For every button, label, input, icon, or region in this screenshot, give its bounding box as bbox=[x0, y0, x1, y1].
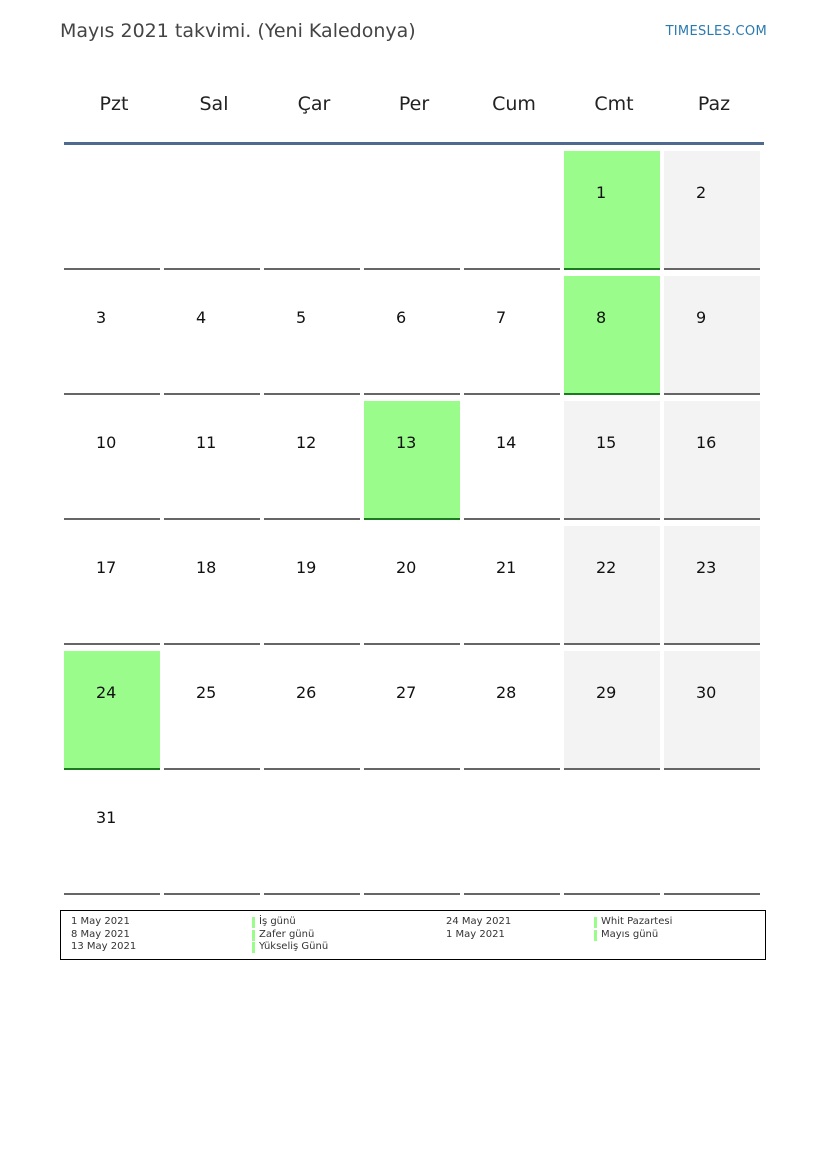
day-cell bbox=[164, 270, 260, 395]
day-cell bbox=[264, 520, 360, 645]
day-cell-background bbox=[664, 651, 760, 770]
day-number: 5 bbox=[296, 308, 307, 327]
day-cell bbox=[364, 395, 460, 520]
legend-date: 8 May 2021 bbox=[71, 928, 130, 940]
day-number: 10 bbox=[96, 433, 117, 452]
day-number: 4 bbox=[196, 308, 207, 327]
day-cell-background bbox=[164, 401, 260, 520]
legend-holiday-name: Whit Pazartesi bbox=[594, 916, 672, 929]
day-number: 20 bbox=[396, 558, 417, 577]
day-cell-background bbox=[564, 401, 660, 520]
empty-day-cell bbox=[564, 770, 660, 895]
day-cell-background bbox=[364, 276, 460, 395]
day-cell-background bbox=[64, 776, 160, 895]
day-cell-background bbox=[264, 151, 360, 270]
day-cell-background bbox=[564, 151, 660, 270]
legend-date: 13 May 2021 bbox=[71, 941, 137, 952]
day-cell-background bbox=[364, 151, 460, 270]
day-cell bbox=[264, 270, 360, 395]
holiday-legend bbox=[60, 910, 766, 960]
day-cell-background bbox=[464, 776, 560, 895]
day-number: 31 bbox=[96, 808, 117, 827]
day-cell bbox=[264, 645, 360, 770]
week-row bbox=[64, 270, 764, 395]
week-row bbox=[64, 395, 764, 520]
day-cell bbox=[564, 645, 660, 770]
day-cell bbox=[364, 645, 460, 770]
day-cell bbox=[464, 395, 560, 520]
day-cell bbox=[464, 520, 560, 645]
day-cell-background bbox=[464, 151, 560, 270]
day-cell-background bbox=[464, 651, 560, 770]
weekday-label: Cmt bbox=[594, 93, 634, 115]
week-row bbox=[64, 520, 764, 645]
empty-day-cell bbox=[364, 770, 460, 895]
day-cell-background bbox=[264, 526, 360, 645]
legend-dates-left bbox=[71, 916, 136, 954]
weekday-label: Pzt bbox=[99, 93, 129, 115]
empty-day-cell bbox=[364, 145, 460, 270]
weekday-header-row bbox=[64, 74, 764, 138]
week-row bbox=[64, 645, 764, 770]
day-cell-background bbox=[464, 526, 560, 645]
day-cell-background bbox=[464, 401, 560, 520]
day-cell bbox=[564, 395, 660, 520]
day-number: 21 bbox=[496, 558, 517, 577]
day-number: 1 bbox=[596, 183, 607, 202]
day-number: 23 bbox=[696, 558, 717, 577]
day-number: 16 bbox=[696, 433, 717, 452]
day-number: 28 bbox=[496, 683, 517, 702]
empty-day-cell bbox=[464, 770, 560, 895]
day-cell bbox=[164, 645, 260, 770]
legend-date: 24 May 2021 bbox=[446, 916, 512, 927]
empty-day-cell bbox=[664, 770, 760, 895]
legend-date: 1 May 2021 bbox=[71, 916, 130, 927]
day-cell bbox=[364, 520, 460, 645]
legend-holiday-name: Yükseliş Günü bbox=[252, 941, 328, 954]
legend-holiday-name: İş günü bbox=[252, 916, 328, 929]
day-cell-background bbox=[64, 651, 160, 770]
day-number: 22 bbox=[596, 558, 617, 577]
day-number: 27 bbox=[396, 683, 417, 702]
day-number: 8 bbox=[596, 308, 607, 327]
weekday-label: Per bbox=[398, 93, 430, 115]
day-cell bbox=[664, 520, 760, 645]
day-cell bbox=[164, 520, 260, 645]
legend-names-left bbox=[252, 916, 328, 954]
day-cell bbox=[64, 520, 160, 645]
weekday-label: Cum bbox=[492, 93, 536, 115]
day-cell-background bbox=[164, 651, 260, 770]
day-cell bbox=[264, 395, 360, 520]
day-cell-background bbox=[564, 651, 660, 770]
day-number: 18 bbox=[196, 558, 217, 577]
day-number: 2 bbox=[696, 183, 707, 202]
calendar-grid bbox=[64, 74, 764, 895]
day-cell-background bbox=[64, 276, 160, 395]
day-cell-background bbox=[64, 401, 160, 520]
day-cell bbox=[664, 645, 760, 770]
day-cell bbox=[564, 270, 660, 395]
day-number: 14 bbox=[496, 433, 517, 452]
day-cell bbox=[164, 395, 260, 520]
day-number: 19 bbox=[296, 558, 317, 577]
day-number: 29 bbox=[596, 683, 617, 702]
weeks-container bbox=[64, 145, 764, 895]
week-row bbox=[64, 145, 764, 270]
day-cell-background bbox=[364, 776, 460, 895]
day-cell-background bbox=[464, 276, 560, 395]
day-number: 15 bbox=[596, 433, 617, 452]
weekday-label: Çar bbox=[297, 93, 331, 115]
day-cell bbox=[364, 270, 460, 395]
legend-names-right bbox=[594, 916, 672, 941]
day-cell-background bbox=[564, 776, 660, 895]
day-number: 3 bbox=[96, 308, 107, 327]
day-cell bbox=[64, 395, 160, 520]
day-cell bbox=[664, 395, 760, 520]
day-cell bbox=[664, 145, 760, 270]
day-number: 24 bbox=[96, 683, 117, 702]
day-cell-background bbox=[564, 526, 660, 645]
day-cell-background bbox=[664, 526, 760, 645]
day-cell bbox=[64, 270, 160, 395]
day-cell-background bbox=[364, 651, 460, 770]
day-cell-background bbox=[264, 401, 360, 520]
day-cell-background bbox=[264, 651, 360, 770]
brand-link[interactable]: TIMESLES.COM bbox=[665, 24, 767, 39]
day-cell-background bbox=[264, 276, 360, 395]
empty-day-cell bbox=[264, 770, 360, 895]
day-cell-background bbox=[64, 526, 160, 645]
day-cell-background bbox=[664, 401, 760, 520]
day-number: 12 bbox=[296, 433, 317, 452]
day-cell-background bbox=[664, 151, 760, 270]
page-title: Mayıs 2021 takvimi. (Yeni Kaledonya) bbox=[60, 20, 416, 42]
legend-holiday-name: Zafer günü bbox=[252, 929, 328, 942]
day-number: 11 bbox=[196, 433, 217, 452]
empty-day-cell bbox=[464, 145, 560, 270]
day-number: 7 bbox=[496, 308, 507, 327]
day-cell-background bbox=[164, 276, 260, 395]
empty-day-cell bbox=[164, 145, 260, 270]
day-cell bbox=[564, 520, 660, 645]
legend-holiday-name: Mayıs günü bbox=[594, 929, 672, 942]
day-cell bbox=[664, 270, 760, 395]
legend-date: 1 May 2021 bbox=[446, 928, 505, 940]
empty-day-cell bbox=[164, 770, 260, 895]
day-cell-background bbox=[564, 276, 660, 395]
day-cell bbox=[64, 770, 160, 895]
day-cell bbox=[464, 645, 560, 770]
day-number: 13 bbox=[396, 433, 417, 452]
day-cell bbox=[64, 645, 160, 770]
legend-dates-right bbox=[446, 916, 511, 941]
weekday-label: Paz bbox=[697, 93, 731, 115]
day-cell-background bbox=[264, 776, 360, 895]
day-number: 26 bbox=[296, 683, 317, 702]
empty-day-cell bbox=[264, 145, 360, 270]
day-cell-background bbox=[664, 776, 760, 895]
weekday-label: Sal bbox=[199, 93, 229, 115]
day-cell-background bbox=[664, 276, 760, 395]
day-cell bbox=[464, 270, 560, 395]
day-cell-background bbox=[364, 401, 460, 520]
day-cell-background bbox=[364, 526, 460, 645]
day-number: 25 bbox=[196, 683, 217, 702]
day-cell-background bbox=[64, 151, 160, 270]
empty-day-cell bbox=[64, 145, 160, 270]
day-number: 9 bbox=[696, 308, 707, 327]
day-cell-background bbox=[164, 776, 260, 895]
week-row bbox=[64, 770, 764, 895]
day-cell-background bbox=[164, 526, 260, 645]
day-cell bbox=[564, 145, 660, 270]
day-cell-background bbox=[164, 151, 260, 270]
day-number: 17 bbox=[96, 558, 117, 577]
day-number: 6 bbox=[396, 308, 407, 327]
day-number: 30 bbox=[696, 683, 717, 702]
